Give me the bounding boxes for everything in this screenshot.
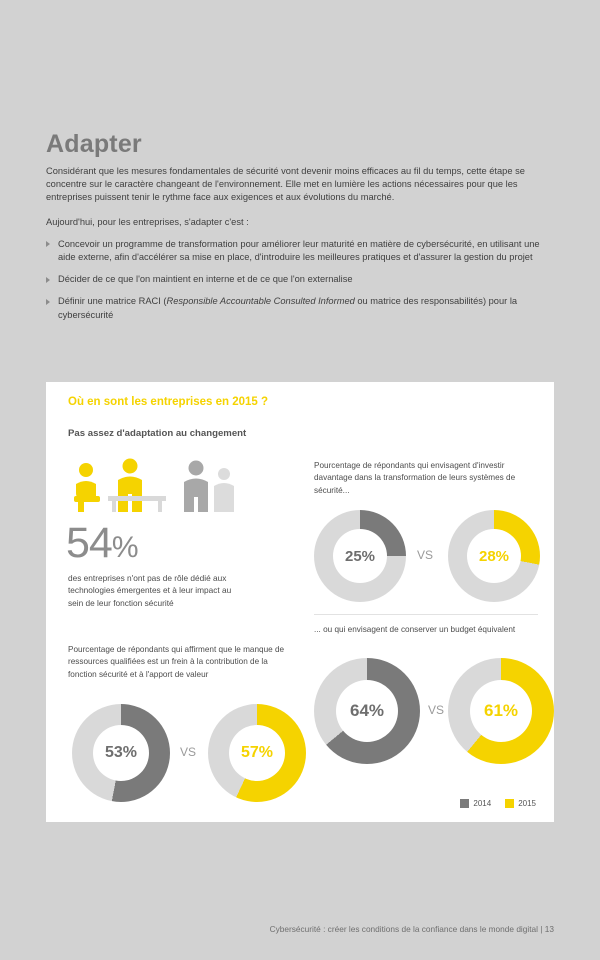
list-item <box>46 295 554 321</box>
people-illustration-icon <box>68 458 256 512</box>
donut-2015-label: 57% <box>240 744 274 761</box>
donut-2015-value <box>470 680 532 742</box>
vs-label: VS <box>428 703 445 717</box>
caption-skills-shortage: Pourcentage de répondants qui affirment que le manque de ressources qualifiées est un frein à la contribution de la fonction sécurité et à l'apport de valeur <box>68 645 285 679</box>
vs-label: VS <box>180 745 197 759</box>
donut-2014-value <box>336 680 398 742</box>
headline-statistic-unit: % <box>111 531 138 564</box>
list-item-text: Concevoir un programme de transformation pour améliorer leur maturité en matière de cybersécurité, en utilisant une aide externe, afin d'accélérer sa mise en place, d'introduire les meilleures pratiques et d'assurer la gestion du projet <box>58 238 540 262</box>
headline-statistic-caption: des entreprises n'ont pas de rôle dédié aux technologies émergentes et à leur impact au sein de leur fonction sécurité <box>68 573 232 608</box>
vs-label: VS <box>417 548 434 562</box>
triangle-bullet-icon <box>46 277 50 283</box>
donut-2015 <box>448 510 540 602</box>
chart-legend <box>460 799 536 808</box>
donut-2015-label: 61% <box>483 701 519 720</box>
donut-2014 <box>314 510 406 602</box>
donut-chart-skills-shortage <box>68 704 300 814</box>
donut-chart-same-budget <box>314 658 540 768</box>
article-content <box>46 130 554 331</box>
card-subheading: Pas assez d'adaptation au changement <box>68 428 247 439</box>
donut-2015-label: 28% <box>478 547 510 565</box>
intro-paragraph: Considérant que les mesures fondamentales de sécurité vont devenir moins efficaces au fil du temps, cette étape se concentre sur le caractère changeant de l'environnement. Elle met en lumière les actions nécessaires pour que les entreprises puissent tenir le rythme face aux exigences et aux évolutions du marché. <box>46 166 525 203</box>
page-footer: Cybersécurité : créer les conditions de la confiance dans le monde digital | 13 <box>269 924 554 934</box>
donut-2015-value <box>229 725 285 781</box>
headline-statistic <box>66 519 138 567</box>
legend-item-2014 <box>460 799 491 808</box>
donut-2015 <box>448 658 554 764</box>
donut-2015-value <box>467 529 521 583</box>
donut-2015 <box>208 704 306 802</box>
caption-same-budget: ... ou qui envisagent de conserver un budget équivalent <box>314 625 516 634</box>
legend-swatch-icon <box>505 799 514 808</box>
donut-2014-label: 25% <box>344 547 376 565</box>
donut-2014-label: 53% <box>104 744 138 761</box>
lead-paragraph: Aujourd'hui, pour les entreprises, s'adapter c'est : <box>46 216 249 227</box>
donut-2014-value <box>93 725 149 781</box>
list-item-text: Décider de ce que l'on maintient en interne et de ce que l'on externalise <box>58 274 353 285</box>
bullet-list <box>46 238 554 322</box>
infographic-card <box>46 382 554 822</box>
list-item-text-suffix: ou matrice des responsabilités) pour la cybersécurité <box>58 296 518 320</box>
donut-2014 <box>314 658 420 764</box>
triangle-bullet-icon <box>46 299 50 305</box>
legend-item-2015 <box>505 799 536 808</box>
list-item <box>46 273 554 286</box>
card-title: Où en sont les entreprises en 2015 ? <box>68 396 269 408</box>
legend-label: 2014 <box>473 799 492 808</box>
legend-label: 2015 <box>518 799 536 808</box>
list-item-text-italic: Responsible Accountable Consulted Informed <box>166 296 355 307</box>
legend-swatch-icon <box>460 799 469 808</box>
donut-chart-invest-more <box>314 510 540 606</box>
divider <box>314 614 538 615</box>
caption-invest-more: Pourcentage de répondants qui envisagent d'investir davantage dans la transformation de leurs systèmes de sécurité... <box>314 461 516 495</box>
list-item <box>46 238 554 264</box>
list-item-text-prefix: Définir une matrice RACI ( <box>58 296 167 307</box>
triangle-bullet-icon <box>46 241 50 247</box>
donut-2014-label: 64% <box>349 701 385 720</box>
donut-2014-value <box>333 529 387 583</box>
page-title: Adapter <box>46 130 142 158</box>
donut-2014 <box>72 704 170 802</box>
headline-statistic-value: 54 <box>66 519 112 567</box>
